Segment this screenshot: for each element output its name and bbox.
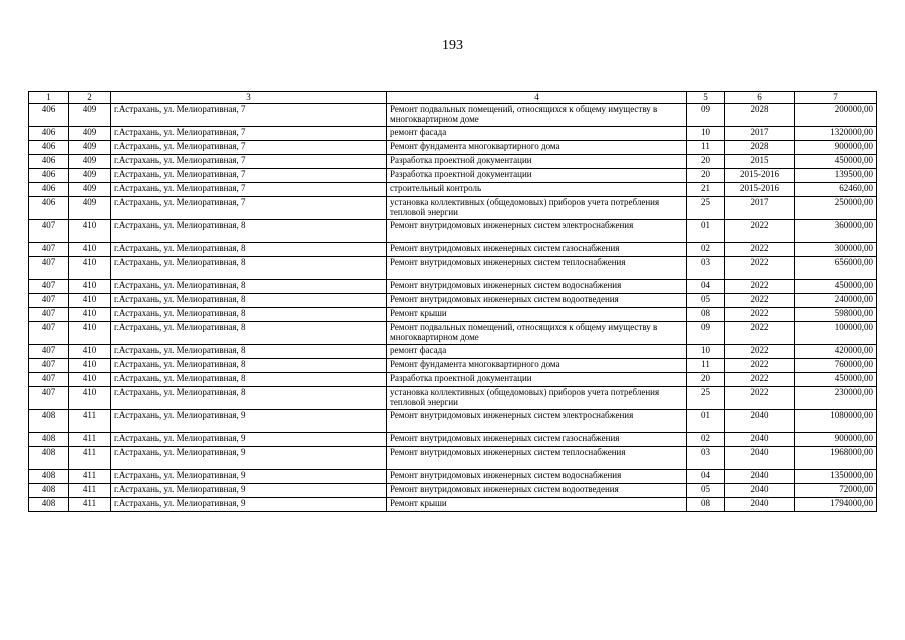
cell-work-type: Ремонт подвальных помещений, относящихся к общему имуществу в многоквартирном доме xyxy=(387,103,687,126)
column-header: 3 xyxy=(111,92,387,104)
cell-work-type: Ремонт подвальных помещений, относящихся к общему имуществу в многоквартирном доме xyxy=(387,321,687,344)
cell-number: 408 xyxy=(29,409,69,432)
cell-building-id: 411 xyxy=(69,483,111,497)
cell-address: г.Астрахань, ул. Мелиоративная, 9 xyxy=(111,446,387,469)
cell-address: г.Астрахань, ул. Мелиоративная, 8 xyxy=(111,293,387,307)
cell-cost: 900000,00 xyxy=(795,432,877,446)
cell-cost: 240000,00 xyxy=(795,293,877,307)
cell-address: г.Астрахань, ул. Мелиоративная, 7 xyxy=(111,126,387,140)
cell-cost: 450000,00 xyxy=(795,372,877,386)
cell-cost: 760000,00 xyxy=(795,358,877,372)
cell-work-type: Ремонт крыши xyxy=(387,497,687,511)
cell-cost: 100000,00 xyxy=(795,321,877,344)
cell-year: 2040 xyxy=(725,432,795,446)
page-number: 193 xyxy=(442,38,463,53)
cell-work-type: Ремонт крыши xyxy=(387,307,687,321)
cell-work-type: ремонт фасада xyxy=(387,344,687,358)
cell-year: 2022 xyxy=(725,219,795,242)
cell-building-id: 410 xyxy=(69,307,111,321)
cell-address: г.Астрахань, ул. Мелиоративная, 9 xyxy=(111,469,387,483)
cell-number: 407 xyxy=(29,279,69,293)
cell-year: 2017 xyxy=(725,196,795,219)
cell-cost: 139500,00 xyxy=(795,168,877,182)
cell-cost: 1320000,00 xyxy=(795,126,877,140)
cell-address: г.Астрахань, ул. Мелиоративная, 9 xyxy=(111,409,387,432)
cell-work-type: Разработка проектной документации xyxy=(387,372,687,386)
cell-cost: 656000,00 xyxy=(795,256,877,279)
cell-number: 408 xyxy=(29,446,69,469)
table-row xyxy=(29,242,877,256)
cell-work-code: 04 xyxy=(687,279,725,293)
cell-building-id: 411 xyxy=(69,409,111,432)
cell-cost: 72000,00 xyxy=(795,483,877,497)
cell-address: г.Астрахань, ул. Мелиоративная, 8 xyxy=(111,358,387,372)
cell-work-code: 10 xyxy=(687,126,725,140)
cell-address: г.Астрахань, ул. Мелиоративная, 8 xyxy=(111,386,387,409)
cell-cost: 420000,00 xyxy=(795,344,877,358)
cell-building-id: 409 xyxy=(69,196,111,219)
cell-work-type: Ремонт внутридомовых инженерных систем электроснабжения xyxy=(387,409,687,432)
cell-number: 406 xyxy=(29,168,69,182)
cell-cost: 1968000,00 xyxy=(795,446,877,469)
cell-work-code: 20 xyxy=(687,168,725,182)
cell-number: 407 xyxy=(29,386,69,409)
cell-number: 406 xyxy=(29,126,69,140)
cell-work-type: Ремонт фундамента многоквартирного дома xyxy=(387,140,687,154)
cell-year: 2022 xyxy=(725,344,795,358)
cell-cost: 1350000,00 xyxy=(795,469,877,483)
cell-number: 406 xyxy=(29,154,69,168)
cell-work-type: ремонт фасада xyxy=(387,126,687,140)
cell-year: 2017 xyxy=(725,126,795,140)
cell-cost: 250000,00 xyxy=(795,196,877,219)
cell-building-id: 411 xyxy=(69,432,111,446)
table-row xyxy=(29,358,877,372)
table-row xyxy=(29,469,877,483)
cell-building-id: 409 xyxy=(69,182,111,196)
table-row xyxy=(29,196,877,219)
cell-work-type: строительный контроль xyxy=(387,182,687,196)
cell-address: г.Астрахань, ул. Мелиоративная, 8 xyxy=(111,307,387,321)
cell-address: г.Астрахань, ул. Мелиоративная, 7 xyxy=(111,103,387,126)
cell-work-code: 20 xyxy=(687,372,725,386)
cell-year: 2015 xyxy=(725,154,795,168)
table-row xyxy=(29,279,877,293)
cell-address: г.Астрахань, ул. Мелиоративная, 7 xyxy=(111,140,387,154)
cell-work-code: 10 xyxy=(687,344,725,358)
table-row xyxy=(29,126,877,140)
cell-number: 407 xyxy=(29,219,69,242)
table-row xyxy=(29,154,877,168)
cell-work-code: 08 xyxy=(687,307,725,321)
cell-work-code: 08 xyxy=(687,497,725,511)
cell-work-type: Разработка проектной документации xyxy=(387,168,687,182)
cell-year: 2040 xyxy=(725,446,795,469)
cell-work-type: установка коллективных (общедомовых) приборов учета потребления тепловой энергии xyxy=(387,196,687,219)
cell-work-type: Ремонт внутридомовых инженерных систем водоотведения xyxy=(387,293,687,307)
cell-year: 2022 xyxy=(725,279,795,293)
cell-cost: 598000,00 xyxy=(795,307,877,321)
table-row xyxy=(29,293,877,307)
cell-year: 2015-2016 xyxy=(725,182,795,196)
cell-building-id: 410 xyxy=(69,293,111,307)
cell-work-code: 20 xyxy=(687,154,725,168)
cell-address: г.Астрахань, ул. Мелиоративная, 7 xyxy=(111,168,387,182)
cell-work-type: Ремонт внутридомовых инженерных систем водоснабжения xyxy=(387,469,687,483)
cell-year: 2040 xyxy=(725,469,795,483)
cell-building-id: 410 xyxy=(69,358,111,372)
cell-number: 406 xyxy=(29,140,69,154)
cell-cost: 300000,00 xyxy=(795,242,877,256)
cell-building-id: 410 xyxy=(69,386,111,409)
cell-address: г.Астрахань, ул. Мелиоративная, 7 xyxy=(111,196,387,219)
cell-number: 408 xyxy=(29,483,69,497)
cell-building-id: 411 xyxy=(69,446,111,469)
cell-number: 406 xyxy=(29,182,69,196)
cell-year: 2028 xyxy=(725,103,795,126)
table-body xyxy=(29,103,877,511)
cell-year: 2022 xyxy=(725,386,795,409)
table-row xyxy=(29,256,877,279)
cell-work-type: Ремонт внутридомовых инженерных систем газоснабжения xyxy=(387,432,687,446)
cell-work-code: 11 xyxy=(687,358,725,372)
cell-cost: 450000,00 xyxy=(795,279,877,293)
header-row xyxy=(29,92,877,104)
cell-year: 2040 xyxy=(725,409,795,432)
column-header: 5 xyxy=(687,92,725,104)
cell-work-code: 05 xyxy=(687,293,725,307)
cell-work-code: 04 xyxy=(687,469,725,483)
cell-number: 407 xyxy=(29,307,69,321)
cell-building-id: 410 xyxy=(69,242,111,256)
table-row xyxy=(29,307,877,321)
cell-cost: 200000,00 xyxy=(795,103,877,126)
cell-work-type: Ремонт внутридомовых инженерных систем газоснабжения xyxy=(387,242,687,256)
cell-address: г.Астрахань, ул. Мелиоративная, 9 xyxy=(111,483,387,497)
cell-work-type: Ремонт внутридомовых инженерных систем теплоснабжения xyxy=(387,256,687,279)
cell-work-type: Разработка проектной документации xyxy=(387,154,687,168)
cell-work-type: Ремонт внутридомовых инженерных систем электроснабжения xyxy=(387,219,687,242)
table-row xyxy=(29,446,877,469)
cell-building-id: 409 xyxy=(69,168,111,182)
cell-building-id: 409 xyxy=(69,126,111,140)
cell-work-code: 03 xyxy=(687,446,725,469)
cell-work-code: 11 xyxy=(687,140,725,154)
cell-number: 406 xyxy=(29,103,69,126)
cell-year: 2022 xyxy=(725,307,795,321)
cell-number: 406 xyxy=(29,196,69,219)
cell-building-id: 411 xyxy=(69,469,111,483)
cell-number: 408 xyxy=(29,469,69,483)
table-row xyxy=(29,344,877,358)
cell-cost: 900000,00 xyxy=(795,140,877,154)
cell-work-type: Ремонт фундамента многоквартирного дома xyxy=(387,358,687,372)
cell-work-type: Ремонт внутридомовых инженерных систем теплоснабжения xyxy=(387,446,687,469)
cell-building-id: 409 xyxy=(69,103,111,126)
cell-address: г.Астрахань, ул. Мелиоративная, 7 xyxy=(111,182,387,196)
cell-address: г.Астрахань, ул. Мелиоративная, 9 xyxy=(111,432,387,446)
cell-work-code: 05 xyxy=(687,483,725,497)
repair-program-table xyxy=(28,91,877,512)
cell-address: г.Астрахань, ул. Мелиоративная, 8 xyxy=(111,242,387,256)
table-row xyxy=(29,432,877,446)
cell-building-id: 410 xyxy=(69,372,111,386)
cell-number: 408 xyxy=(29,497,69,511)
cell-year: 2028 xyxy=(725,140,795,154)
cell-address: г.Астрахань, ул. Мелиоративная, 8 xyxy=(111,256,387,279)
cell-work-code: 09 xyxy=(687,103,725,126)
cell-work-code: 02 xyxy=(687,432,725,446)
cell-work-type: Ремонт внутридомовых инженерных систем водоотведения xyxy=(387,483,687,497)
column-header: 2 xyxy=(69,92,111,104)
cell-work-type: установка коллективных (общедомовых) приборов учета потребления тепловой энергии xyxy=(387,386,687,409)
table-row xyxy=(29,386,877,409)
cell-building-id: 410 xyxy=(69,321,111,344)
table-row xyxy=(29,103,877,126)
cell-work-code: 25 xyxy=(687,196,725,219)
cell-number: 407 xyxy=(29,358,69,372)
column-header: 4 xyxy=(387,92,687,104)
cell-building-id: 409 xyxy=(69,140,111,154)
cell-building-id: 410 xyxy=(69,344,111,358)
cell-address: г.Астрахань, ул. Мелиоративная, 8 xyxy=(111,372,387,386)
cell-number: 407 xyxy=(29,321,69,344)
table-row xyxy=(29,140,877,154)
cell-building-id: 411 xyxy=(69,497,111,511)
cell-building-id: 409 xyxy=(69,154,111,168)
column-header: 1 xyxy=(29,92,69,104)
cell-number: 407 xyxy=(29,372,69,386)
table-row xyxy=(29,497,877,511)
cell-year: 2022 xyxy=(725,256,795,279)
cell-work-code: 01 xyxy=(687,219,725,242)
cell-work-code: 01 xyxy=(687,409,725,432)
cell-address: г.Астрахань, ул. Мелиоративная, 8 xyxy=(111,344,387,358)
cell-building-id: 410 xyxy=(69,279,111,293)
cell-cost: 1080000,00 xyxy=(795,409,877,432)
cell-year: 2022 xyxy=(725,242,795,256)
cell-work-code: 03 xyxy=(687,256,725,279)
cell-year: 2015-2016 xyxy=(725,168,795,182)
table-row xyxy=(29,321,877,344)
cell-address: г.Астрахань, ул. Мелиоративная, 8 xyxy=(111,219,387,242)
table-row xyxy=(29,168,877,182)
cell-cost: 450000,00 xyxy=(795,154,877,168)
table-row xyxy=(29,409,877,432)
table-row xyxy=(29,182,877,196)
cell-year: 2040 xyxy=(725,483,795,497)
cell-work-code: 25 xyxy=(687,386,725,409)
cell-year: 2022 xyxy=(725,293,795,307)
cell-work-type: Ремонт внутридомовых инженерных систем водоснабжения xyxy=(387,279,687,293)
table-row xyxy=(29,483,877,497)
cell-work-code: 09 xyxy=(687,321,725,344)
cell-year: 2040 xyxy=(725,497,795,511)
cell-number: 408 xyxy=(29,432,69,446)
cell-cost: 360000,00 xyxy=(795,219,877,242)
cell-cost: 62460,00 xyxy=(795,182,877,196)
cell-building-id: 410 xyxy=(69,256,111,279)
cell-address: г.Астрахань, ул. Мелиоративная, 9 xyxy=(111,497,387,511)
column-header: 7 xyxy=(795,92,877,104)
cell-number: 407 xyxy=(29,242,69,256)
cell-year: 2022 xyxy=(725,358,795,372)
cell-year: 2022 xyxy=(725,321,795,344)
cell-building-id: 410 xyxy=(69,219,111,242)
column-header: 6 xyxy=(725,92,795,104)
cell-address: г.Астрахань, ул. Мелиоративная, 8 xyxy=(111,321,387,344)
cell-year: 2022 xyxy=(725,372,795,386)
cell-work-code: 02 xyxy=(687,242,725,256)
cell-address: г.Астрахань, ул. Мелиоративная, 7 xyxy=(111,154,387,168)
cell-number: 407 xyxy=(29,293,69,307)
cell-address: г.Астрахань, ул. Мелиоративная, 8 xyxy=(111,279,387,293)
table-row xyxy=(29,219,877,242)
table-row xyxy=(29,372,877,386)
cell-cost: 1794000,00 xyxy=(795,497,877,511)
cell-cost: 230000,00 xyxy=(795,386,877,409)
cell-number: 407 xyxy=(29,344,69,358)
cell-number: 407 xyxy=(29,256,69,279)
cell-work-code: 21 xyxy=(687,182,725,196)
